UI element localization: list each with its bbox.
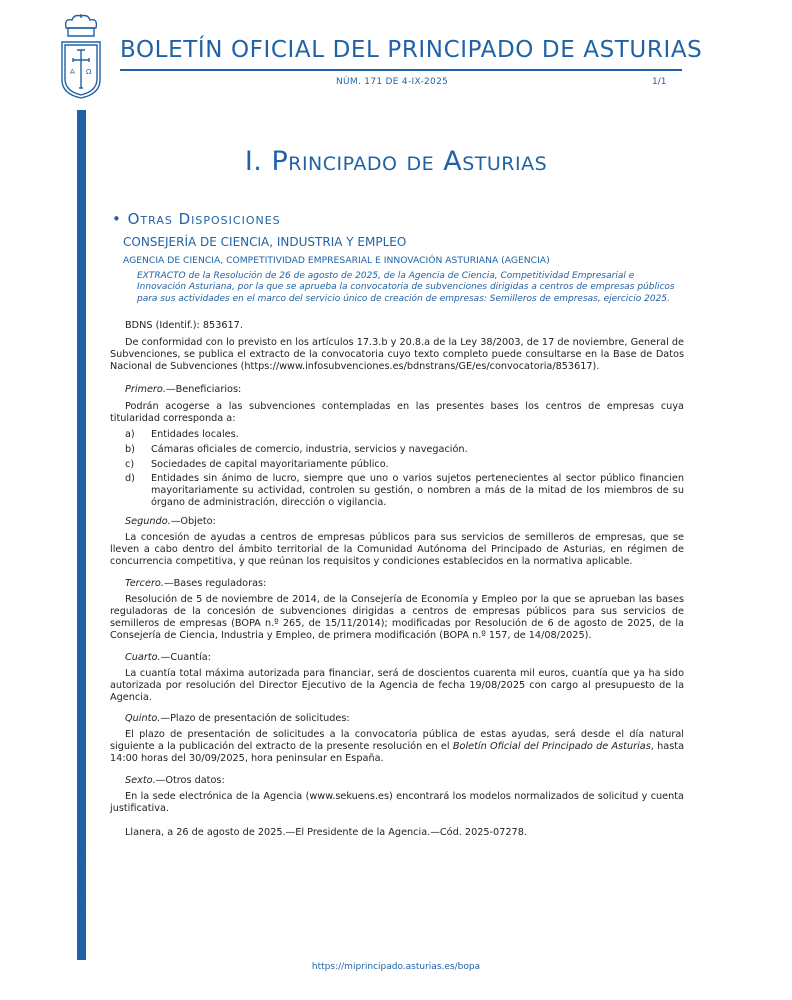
intro-paragraph: De conformidad con lo previsto en los artículos 17.3.b y 20.8.a de la Ley 38/2003, de 17 de noviembre, General de Subvenciones, se publica el extracto de la convocatoria cuyo texto completo puede consultarse en la Base de Datos Nacional de Subvenciones (https://www.infosubvenciones.es/bdnstrans/GE/es/convocatoria/853617).	[110, 337, 684, 372]
left-margin-bar	[77, 110, 86, 960]
heading-cuarto: Cuarto.—Cuantía:	[125, 652, 211, 663]
quinto-text: El plazo de presentación de solicitudes a la convocatoria pública de estas ayudas, será desde el día natural siguiente a la publicación del extracto de la presente resolución en el Boletín Oficial del Principado de Asturias, hasta 14:00 horas del 30/09/2025, hora peninsular en España.	[110, 729, 685, 764]
signature-line: Llanera, a 26 de agosto de 2025.—El Presidente de la Agencia.—Cód. 2025-07278.	[125, 827, 527, 838]
tercero-text: Resolución de 5 de noviembre de 2014, de la Consejería de Economía y Empleo por la que se aprueban las bases reguladoras de la concesión de subvenciones dirigidas a centros de empresas públicos para sus servicios de semilleros de empresas (BOPA n.º 265, de 15/11/2014); modificadas por Resolución de 6 de agosto de 2025, de la Consejería de Ciencia, Industria y Empleo, de primera modificación (BOPA n.º 157, de 14/08/2025).	[110, 594, 684, 641]
bdns-identifier: BDNS (Identif.): 853617.	[125, 320, 243, 331]
heading-tercero: Tercero.—Bases reguladoras:	[125, 578, 267, 589]
section-title: I. Principado de Asturias	[244, 146, 548, 177]
page-number: 1/1	[652, 77, 667, 87]
header-divider	[120, 69, 682, 71]
heading-segundo: Segundo.—Objeto:	[125, 516, 216, 527]
heading-primero: Primero.—Beneficiarios:	[125, 384, 242, 395]
heading-sexto: Sexto.—Otros datos:	[125, 775, 225, 786]
svg-text:A: A	[70, 68, 75, 76]
svg-text:Ω: Ω	[86, 68, 92, 76]
primero-text: Podrán acogerse a las subvenciones contempladas en las presentes bases los centros de empresas cuya titularidad corresponda a:	[110, 401, 684, 424]
side-code: Cód. 2025-07278	[76, 847, 86, 917]
heading-quinto: Quinto.—Plazo de presentación de solicitudes:	[125, 713, 350, 724]
segundo-text: La concesión de ayudas a centros de empresas públicos para sus servicios de semilleros de empresas, que se lleven a cabo dentro del ámbito territorial de la Comunidad Autónoma del Principado de Asturias, en régimen de concurrencia competitiva, y que reúnan los requisitos y condiciones establecidos en la normativa aplicable.	[110, 532, 684, 567]
sexto-text: En la sede electrónica de la Agencia (www.sekuens.es) encontrará los modelos normalizados de solicitud y cuenta justificativa.	[110, 791, 684, 814]
department-name: CONSEJERÍA DE CIENCIA, INDUSTRIA Y EMPLEO	[123, 235, 407, 249]
bulletin-title: BOLETÍN OFICIAL DEL PRINCIPADO DE ASTURIAS	[120, 37, 703, 63]
extract-summary: EXTRACTO de la Resolución de 26 de agosto de 2025, de la Agencia de Ciencia, Competitividad Empresarial e Innovación Asturiana, por la que se aprueba la convocatoria de subvenciones dirigidas a centros de empresas públicos para sus actividades en el marco del servicio único de creación de empresas: Semilleros de empresas, ejercicio 2025.	[137, 271, 675, 304]
cuarto-text: La cuantía total máxima autorizada para financiar, será de doscientos cuarenta mil euros, cuantía que ya ha sido autorizada por resolución del Director Ejecutivo de la Agencia de fecha 19/08/2025 con cargo al presupuesto de la Agencia.	[110, 668, 684, 703]
asturias-crest-icon	[58, 14, 104, 100]
footer-url[interactable]: https://miprincipado.asturias.es/bopa	[311, 962, 481, 972]
agency-name: AGENCIA DE CIENCIA, COMPETITIVIDAD EMPRESARIAL E INNOVACIÓN ASTURIANA (AGENCIA)	[123, 255, 550, 266]
issue-number: NÚM. 171 DE 4-IX-2025	[336, 77, 449, 87]
subsection-title: • Otras Disposiciones	[112, 210, 281, 228]
